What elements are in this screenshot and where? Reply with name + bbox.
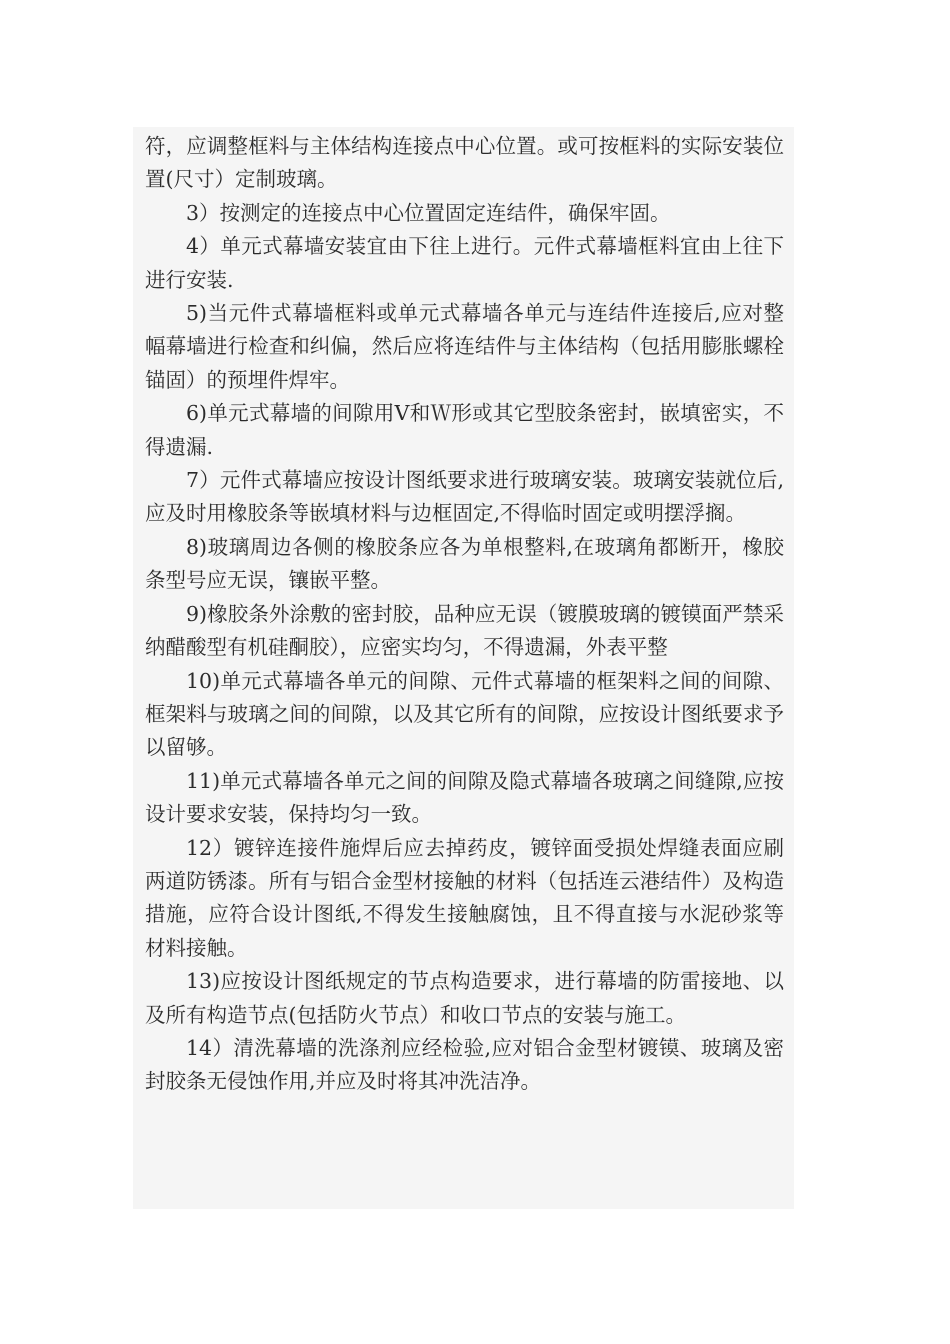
paragraph-item-14: 14）清洗幕墙的洗涤剂应经检验,应对铝合金型材镀镆、玻璃及密封胶条无侵蚀作用,并应及时将其冲洗洁净。 (145, 1035, 784, 1094)
paragraph-item-4: 4）单元式幕墙安装宜由下往上进行。元件式幕墙框料宜由上往下进行安装. (145, 234, 784, 292)
paragraph-item-12: 12）镀锌连接件施焊后应去掉药皮，镀锌面受损处焊缝表面应刷两道防锈漆。所有与铝合金型材接触的材料（包括连云港结件）及构造措施，应符合设计图纸,不得发生接触腐蚀，且不得直接与水泥砂浆等材料接触。 (145, 835, 784, 960)
paragraph-continuation: 符，应调整框料与主体结构连接点中心位置。或可按框料的实际安装位置(尺寸）定制玻璃。 (145, 134, 784, 192)
paragraph-item-9: 9)橡胶条外涂敷的密封胶，品种应无误（镀膜玻璃的镀镆面严禁采纳醋酸型有机硅酮胶），应密实均匀，不得遗漏，外表平整 (145, 601, 784, 660)
paragraph-item-11: 11)单元式幕墙各单元之间的间隙及隐式幕墙各玻璃之间缝隙,应按设计要求安装，保持均匀一致。 (145, 768, 784, 827)
paragraph-item-8: 8)玻璃周边各侧的橡胶条应各为单根整料,在玻璃角都断开，橡胶条型号应无误，镶嵌平整。 (145, 534, 784, 593)
paragraph-item-10: 10)单元式幕墙各单元的间隙、元件式幕墙的框架料之间的间隙、框架料与玻璃之间的间隙，以及其它所有的间隙，应按设计图纸要求予以留够。 (145, 668, 784, 760)
document-body (133, 127, 794, 1209)
paragraph-item-3: 3）按测定的连接点中心位置固定连结件，确保牢固。 (186, 200, 671, 225)
paragraph-item-6: 6)单元式幕墙的间隙用Ⅴ和Ｗ形或其它型胶条密封，嵌填密实，不得遗漏. (145, 401, 784, 459)
paragraph-item-13: 13)应按设计图纸规定的节点构造要求，进行幕墙的防雷接地、以及所有构造节点(包括防火节点）和收口节点的安装与施工。 (145, 969, 784, 1027)
paragraph-item-5: 5)当元件式幕墙框料或单元式幕墙各单元与连结件连接后,应对整幅幕墙进行检查和纠偏，然后应将连结件与主体结构（包括用膨胀螺栓锚固）的预埋件焊牢。 (145, 301, 784, 392)
paragraph-item-7: 7）元件式幕墙应按设计图纸要求进行玻璃安装。玻璃安装就位后,应及时用橡胶条等嵌填材料与边框固定,不得临时固定或明摆浮搁。 (145, 468, 784, 526)
